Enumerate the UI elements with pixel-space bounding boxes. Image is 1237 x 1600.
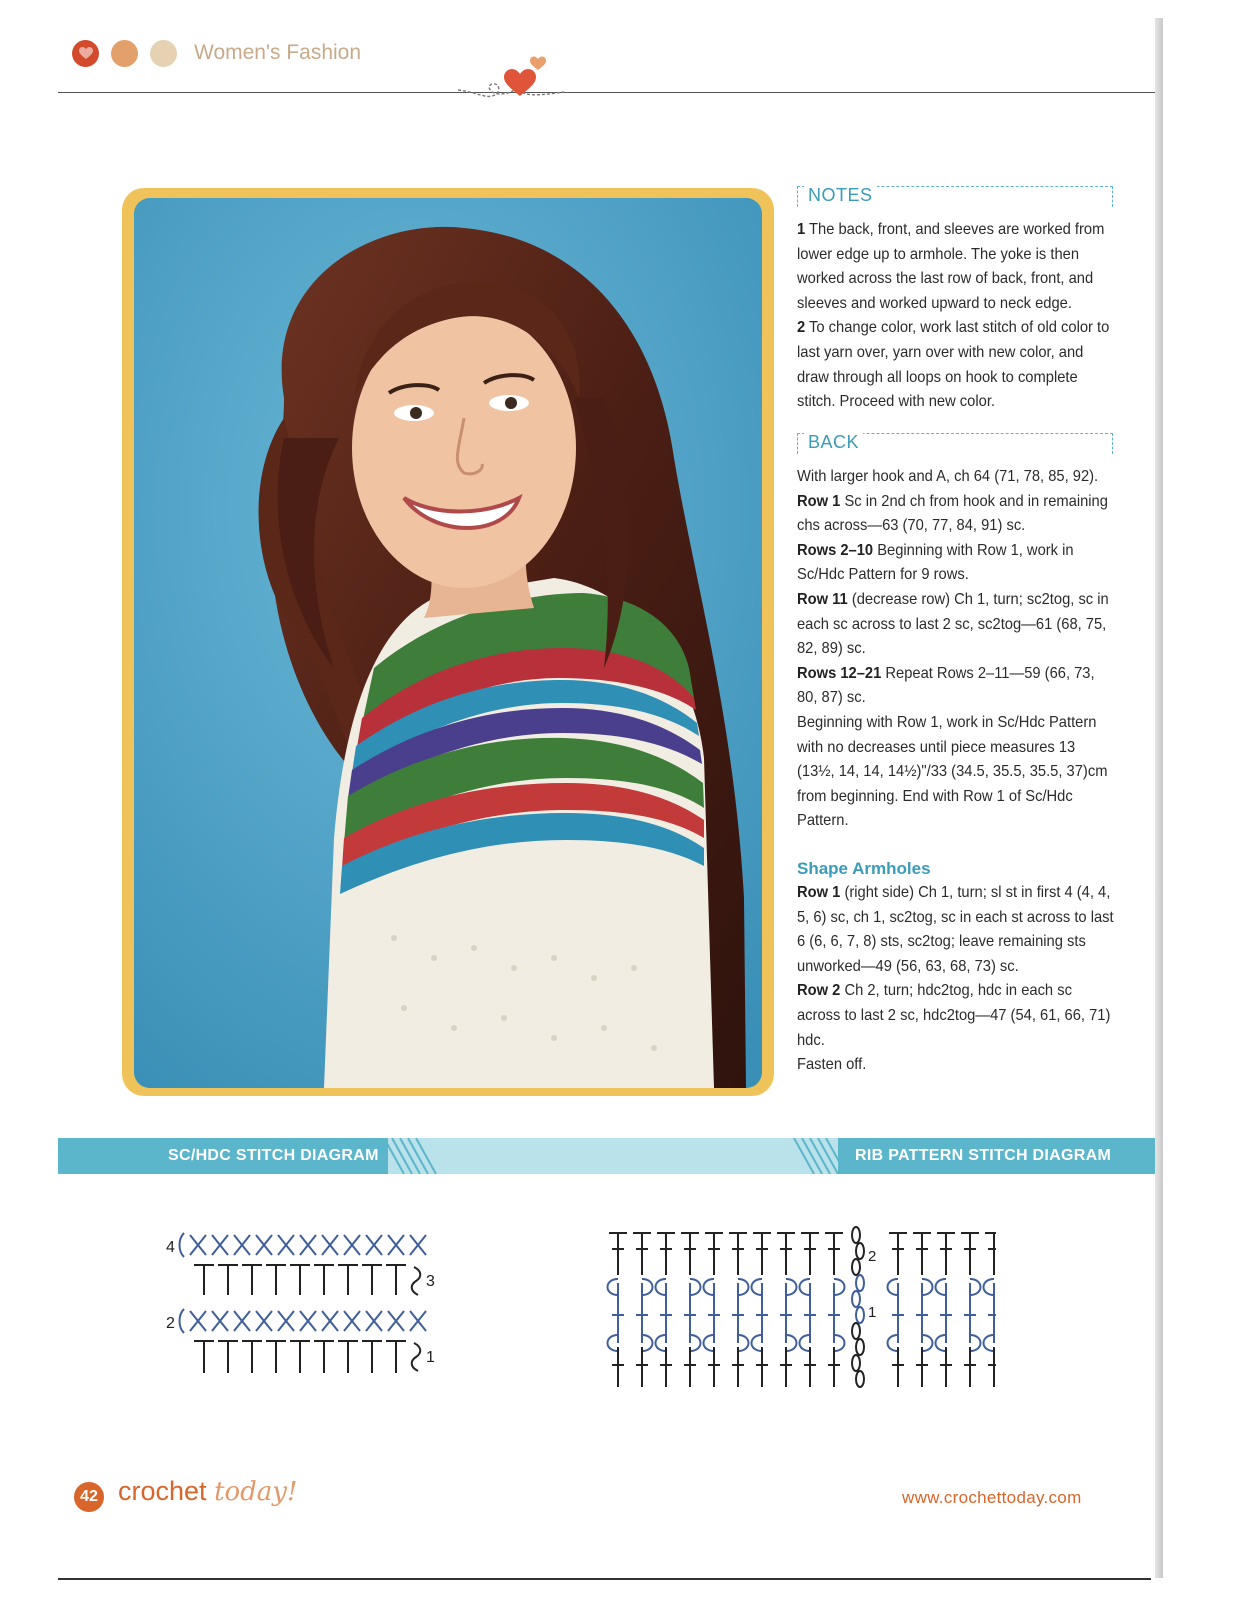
header-dot-beige xyxy=(150,40,177,67)
header-rule xyxy=(58,92,1155,93)
back-intro: With larger hook and A, ch 64 (71, 78, 85, 92). xyxy=(797,468,1099,485)
armhole-row: Row 1 (right side) Ch 1, turn; sl st in first 4 (4, 4, 5, 6) sc, ch 1, sc2tog, sc in each st across to last 6 (6, 6, 7, 8) sts, sc2tog; leave remaining sts unworked—49 (56, 63, 68, 73) sc. xyxy=(797,884,1114,975)
banner-stripes-right-icon xyxy=(790,1138,850,1174)
bottom-rule xyxy=(58,1578,1151,1580)
model-illustration xyxy=(134,198,762,1088)
sc-row-4 xyxy=(180,1233,185,1257)
diagram-row-number: 2 xyxy=(166,1315,175,1332)
rib-pattern-stitch-diagram xyxy=(606,1225,996,1395)
back-heading-box xyxy=(797,433,1113,454)
diagram-row-number: 3 xyxy=(426,1273,435,1290)
diagram-row-number: 1 xyxy=(426,1349,435,1366)
back-title: BACK xyxy=(804,432,863,453)
armholes-title: Shape Armholes xyxy=(797,859,931,878)
brand-script: today! xyxy=(214,1477,298,1507)
page-edge xyxy=(1155,18,1163,1578)
diagram-row-number: 4 xyxy=(166,1239,175,1256)
note-item: 1 The back, front, and sleeves are worked from lower edge up to armhole. The yoke is then worked across the last row of back, front, and sleeves and worked upward to neck edge. xyxy=(797,221,1105,312)
rib-diagram-title: RIB PATTERN STITCH DIAGRAM xyxy=(855,1147,1112,1164)
notes-heading-box xyxy=(797,186,1113,207)
back-row: Rows 2–10 Beginning with Row 1, work in Sc/Hdc Pattern for 9 rows. xyxy=(797,541,1074,584)
section-label: Women's Fashion xyxy=(194,41,362,64)
heart-icon xyxy=(79,47,93,60)
notes-title: NOTES xyxy=(804,185,877,206)
hearts-ornament-icon xyxy=(456,52,566,107)
model-photo xyxy=(134,198,762,1088)
back-row: Row 1 Sc in 2nd ch from hook and in remaining chs across—63 (70, 77, 84, 91) sc. xyxy=(797,492,1108,535)
brand-logo xyxy=(118,1476,297,1507)
brand-plain: crochet xyxy=(118,1476,207,1506)
diagram-row-number: 2 xyxy=(868,1248,877,1265)
armholes-section xyxy=(797,859,1115,1078)
website-url: www.crochettoday.com xyxy=(902,1488,1082,1507)
sc-hdc-stitch-diagram xyxy=(160,1225,450,1385)
back-closing: Beginning with Row 1, work in Sc/Hdc Pattern with no decreases until piece measures 13 (13½, 14, 14, 14½)"/33 (34.5, 35.5, 35.5, 37)cm from beginning. End with Row 1 of Sc/Hdc Pattern. xyxy=(797,713,1108,830)
back-row: Rows 12–21 Repeat Rows 2–11—59 (66, 73, 80, 87) sc. xyxy=(797,664,1095,707)
back-section xyxy=(797,465,1115,834)
page-number: 42 xyxy=(74,1482,104,1512)
diagram-row-number: 1 xyxy=(868,1304,877,1321)
armhole-row: Row 2 Ch 2, turn; hdc2tog, hdc in each sc across to last 2 sc, hdc2tog—47 (54, 61, 66, 71) hdc. xyxy=(797,982,1111,1049)
banner-stripes-left-icon xyxy=(380,1138,440,1174)
header-dot-orange xyxy=(111,40,138,67)
note-item: 2 To change color, work last stitch of old color to last yarn over, yarn over with new color, and draw through all loops on hook to complete stitch. Proceed with new color. xyxy=(797,319,1110,411)
back-row: Row 11 (decrease row) Ch 1, turn; sc2tog, sc in each sc across to last 2 sc, sc2tog—61 (68, 75, 82, 89) sc. xyxy=(797,590,1109,658)
notes-section xyxy=(797,218,1115,415)
armholes-closing: Fasten off. xyxy=(797,1056,867,1074)
sc-hdc-diagram-title: SC/HDC STITCH DIAGRAM xyxy=(168,1147,379,1164)
